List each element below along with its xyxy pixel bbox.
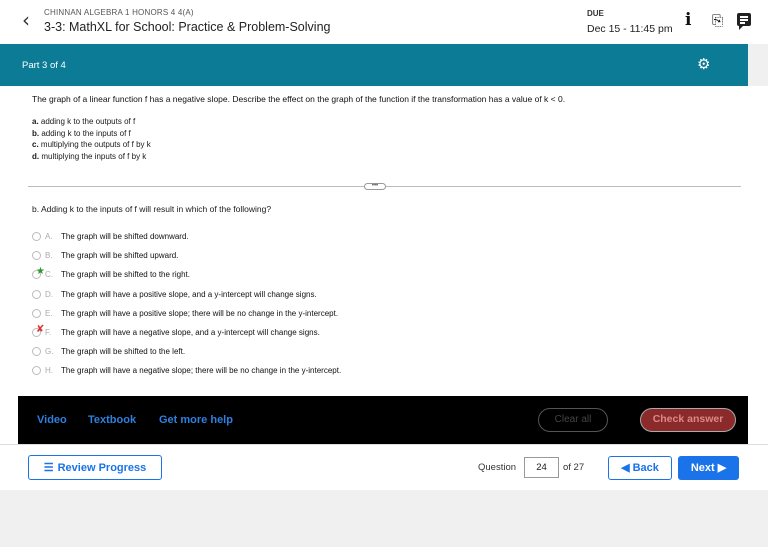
radio-button[interactable]	[32, 232, 41, 241]
question-total: of 27	[563, 462, 585, 473]
radio-button[interactable]	[32, 323, 45, 337]
question-label: Question	[478, 462, 517, 473]
video-link[interactable]: Video	[37, 414, 67, 426]
subquestion-text: b. Adding k to the inputs of f will result in which of the following?	[32, 204, 272, 214]
choice-f[interactable]: ✘ F. The graph will have a negative slope, and a y-intercept will change signs.	[32, 326, 320, 338]
question-options	[32, 116, 151, 162]
radio-button[interactable]	[32, 347, 41, 356]
option-d: d. multiplying the inputs of f by k	[32, 151, 147, 161]
option-a: a. adding k to the outputs of f	[32, 117, 136, 126]
question-number-input[interactable]: 24	[524, 457, 559, 478]
paperclip-icon[interactable]: ⎘	[712, 13, 724, 29]
caret-left-icon: ◀	[621, 462, 630, 474]
course-name: CHINNAN ALGEBRA 1 HONORS 4 4(A)	[44, 8, 194, 17]
chat-icon[interactable]	[737, 13, 751, 26]
check-answer-button[interactable]: Check answer	[640, 408, 736, 432]
top-bar	[0, 0, 768, 44]
next-button[interactable]: Next ▶	[678, 456, 739, 480]
choice-h[interactable]: H. The graph will have a negative slope; there will be no change in the y-intercept.	[32, 364, 341, 376]
help-bar	[18, 396, 748, 444]
textbook-link[interactable]: Textbook	[88, 414, 137, 426]
part-bar	[0, 44, 748, 86]
option-b: b. adding k to the inputs of f	[32, 128, 131, 138]
assignment-title: 3-3: MathXL for School: Practice & Problem-Solving	[44, 20, 331, 34]
choice-g[interactable]: G. The graph will be shifted to the left.	[32, 345, 185, 357]
list-icon: ☰	[43, 462, 54, 474]
get-more-help-link[interactable]: Get more help	[159, 414, 233, 426]
part-label: Part 3 of 4	[22, 60, 66, 71]
review-progress-button[interactable]	[28, 455, 162, 480]
choice-b[interactable]: B. The graph will be shifted upward.	[32, 249, 178, 261]
caret-right-icon: ▶	[717, 462, 727, 474]
question-panel	[0, 86, 768, 444]
footer-bar	[0, 444, 768, 490]
review-progress-label: Review Progress	[57, 461, 147, 474]
radio-button[interactable]	[32, 309, 41, 318]
choice-e[interactable]: E. The graph will have a positive slope; there will be no change in the y-intercept.	[32, 307, 338, 319]
radio-button[interactable]	[32, 251, 41, 260]
correct-star-icon: ★	[36, 265, 45, 277]
radio-button[interactable]	[32, 290, 41, 299]
option-c: c. multiplying the outputs of f by k	[32, 140, 151, 149]
choice-d[interactable]: D. The graph will have a positive slope, and a y-intercept will change signs.	[32, 288, 317, 300]
radio-button[interactable]	[32, 366, 41, 375]
back-button[interactable]: ◀ Back	[608, 456, 672, 480]
radio-button[interactable]	[32, 265, 45, 279]
resize-handle[interactable]: •••	[364, 183, 386, 190]
due-label: DUE	[587, 9, 604, 18]
due-value: Dec 15 - 11:45 pm	[587, 23, 673, 35]
gear-icon[interactable]: ⚙	[697, 55, 711, 73]
clear-all-button[interactable]: Clear all	[538, 408, 608, 432]
choice-c[interactable]: ★ C. The graph will be shifted to the right.	[32, 268, 190, 280]
question-text: The graph of a linear function f has a negative slope. Describe the effect on the graph of the function if the transformation has a value of k < 0.	[32, 94, 566, 104]
choice-a[interactable]: A. The graph will be shifted downward.	[32, 230, 189, 242]
back-chevron-icon[interactable]: ‹	[22, 8, 30, 32]
info-icon[interactable]: i	[685, 10, 692, 30]
incorrect-x-icon: ✘	[36, 323, 45, 335]
